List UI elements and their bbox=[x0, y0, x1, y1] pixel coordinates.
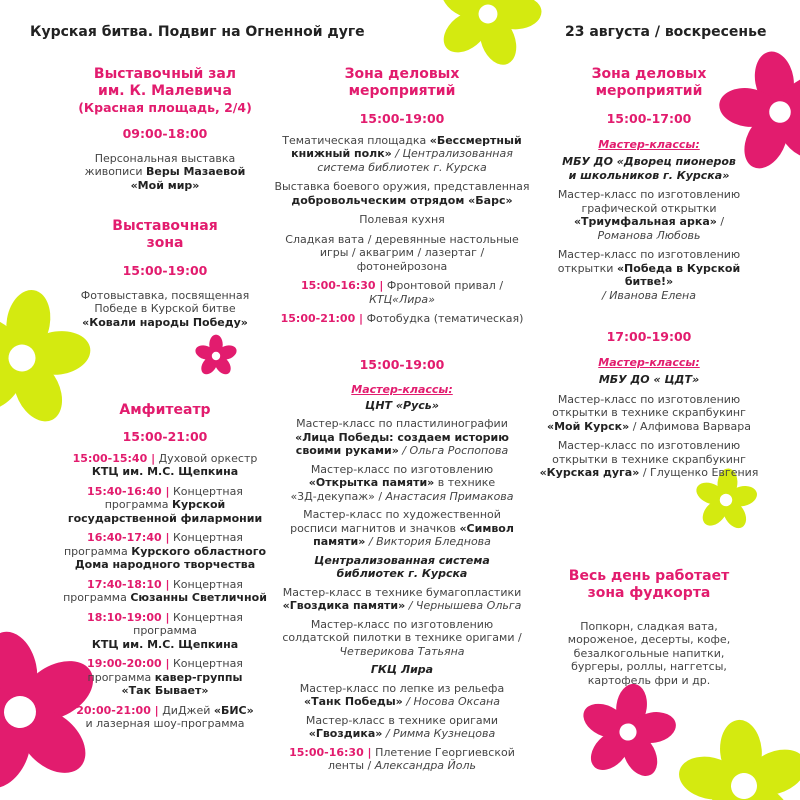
memory-bookshelf-item: Тематическая площадка «Бессмертный книжный полк» / Централизованная система библиотек г. Курска bbox=[282, 133, 522, 174]
field-kitchen-item: Полевая кухня bbox=[359, 213, 445, 226]
flower-green-bottom-right bbox=[669, 714, 800, 800]
amphitheater-title: Амфитеатр bbox=[119, 402, 211, 418]
st-george-ribbon-item: 15:00-16:30 | Плетение Георгиевской ленты / Александра Йоль bbox=[289, 745, 515, 772]
right-time-2: 17:00-19:00 bbox=[606, 329, 692, 344]
weapons-exhibit-item: Выставка боевого оружия, представленная добровольческим отрядом «Барс» bbox=[274, 180, 530, 207]
master-classes-label-2: Мастер-классы: bbox=[598, 355, 700, 369]
business-zone-title: Зона деловых мероприятий bbox=[344, 66, 460, 99]
activities-item: Сладкая вата / деревянные настольные игры / аквагрим / лазертаг / фотонейрозона bbox=[285, 232, 519, 273]
amphitheater-section bbox=[60, 402, 270, 731]
master-classes-label-1: Мастер-классы: bbox=[598, 137, 700, 151]
mc-magnet-painting: Мастер-класс по художественной росписи магнитов и значков «Символ памяти» / Виктория Бледнова bbox=[290, 508, 514, 548]
org-cnt-rus: ЦНТ «Русь» bbox=[365, 398, 439, 412]
front-rest-item: 15:00-16:30 | Фронтовой привал / КТЦ«Лира» bbox=[300, 279, 504, 306]
org-gkc-lira: ГКЦ Лира bbox=[370, 663, 434, 676]
column-right bbox=[538, 66, 760, 687]
event-date: 23 августа / воскресенье bbox=[565, 24, 767, 40]
gallery-address: (Красная площадь, 2/4) bbox=[78, 100, 252, 115]
amph-event-5: 18:10-19:00 | Концертная программа КТЦ им. М.С. Щепкина bbox=[87, 610, 243, 651]
gallery-description: Персональная выставка живописи Веры Мазаевой «Мой мир» bbox=[84, 151, 246, 192]
amph-event-7: 20:00-21:00 | ДиДжей «БИС» и лазерная шоу-программа bbox=[76, 703, 254, 730]
business-zone-time-2: 15:00-19:00 bbox=[359, 356, 445, 372]
amph-event-6: 19:00-20:00 | Концертная программа кавер-группы «Так Бывает» bbox=[87, 657, 243, 697]
flower-pink-bottom-right bbox=[571, 677, 685, 787]
mc-plasticine: Мастер-класс по пластилинографии «Лица Победы: создаем историю своими руками» / Ольга Роспопова bbox=[295, 417, 509, 457]
foodcourt-menu: Попкорн, сладкая вата, мороженое, десерты, кофе, безалкогольные напитки, бургеры, роллы, наггетсы, картофель фри и др. bbox=[567, 619, 731, 687]
mc-postcard-memory: Мастер-класс по изготовлению «Открытка памяти» в технике «3Д-декупаж» / Анастасия Примакова bbox=[290, 462, 514, 503]
exhibit-description: Фотовыставка, посвященная Победе в Курской битве «Ковали народы Победу» bbox=[80, 288, 250, 329]
mc-paper-carnation: Мастер-класс в технике бумагопластики «Гвоздика памяти» / Чернышева Ольга bbox=[282, 585, 522, 612]
amph-event-2: 15:40-16:40 | Концертная программа Курской государственной филармонии bbox=[67, 484, 263, 525]
business-zone-title-right: Зона деловых мероприятий bbox=[591, 66, 707, 99]
exhibit-section bbox=[60, 218, 270, 329]
exhibit-title: Выставочная зона bbox=[112, 218, 218, 251]
mc-triumph-arch: Мастер-класс по изготовлению графической открытки «Триумфальная арка» / Романова Любовь bbox=[557, 188, 741, 242]
amphitheater-time: 15:00-21:00 bbox=[122, 429, 208, 444]
mc-origami-carnation: Мастер-класс в технике оригами «Гвоздика» / Римма Кузнецова bbox=[305, 713, 499, 740]
gallery-section bbox=[60, 66, 270, 192]
mc-kursk-arc: Мастер-класс по изготовлению открытки в технике скрапбукинг «Курская дуга» / Глущенко Евгения bbox=[539, 439, 759, 479]
mc-relief-tank: Мастер-класс по лепке из рельефа «Танк Победы» / Носова Оксана bbox=[299, 681, 505, 708]
amph-event-4: 17:40-18:10 | Концертная программа Сюзанны Светличной bbox=[63, 577, 267, 604]
exhibit-time: 15:00-19:00 bbox=[122, 263, 208, 278]
right-time-1: 15:00-17:00 bbox=[606, 111, 692, 126]
org-cdt: МБУ ДО « ЦДТ» bbox=[598, 373, 700, 386]
amph-event-3: 16:40-17:40 | Концертная программа Курского областного Дома народного творчества bbox=[63, 531, 267, 571]
mc-soldier-cap: Мастер-класс по изготовлению солдатской пилотки в технике оригами / Четверикова Татьяна bbox=[282, 617, 522, 658]
business-zone-time-1: 15:00-19:00 bbox=[359, 111, 445, 126]
gallery-time: 09:00-18:00 bbox=[122, 126, 208, 141]
org-library-system: Централизованная система библиотек г. Курска bbox=[314, 553, 490, 580]
foodcourt-title: Весь день работает зона фудкорта bbox=[568, 567, 730, 601]
page-title: Курская битва. Подвиг на Огненной дуге bbox=[30, 24, 365, 40]
column-middle bbox=[268, 66, 536, 772]
master-classes-label: Мастер-классы: bbox=[351, 383, 453, 396]
photobooth-item: 15:00-21:00 | Фотобудка (тематическая) bbox=[280, 312, 524, 325]
gallery-title: Выставочный зал им. К. Малевича bbox=[93, 66, 237, 99]
org-pioneers-palace: МБУ ДО «Дворец пионеров и школьников г. Курска» bbox=[562, 155, 736, 182]
amph-event-1: 15:00-15:40 | Духовой оркестр КТЦ им. М.С. Щепкина bbox=[72, 451, 258, 478]
mc-victory-kursk: Мастер-класс по изготовлению открытки «Победа в Курской битве!» / Иванова Елена bbox=[557, 248, 741, 302]
mc-my-kursk: Мастер-класс по изготовлению открытки в технике скрапбукинг «Мой Курск» / Алфимова Варвара bbox=[546, 392, 752, 433]
column-left bbox=[60, 66, 270, 730]
